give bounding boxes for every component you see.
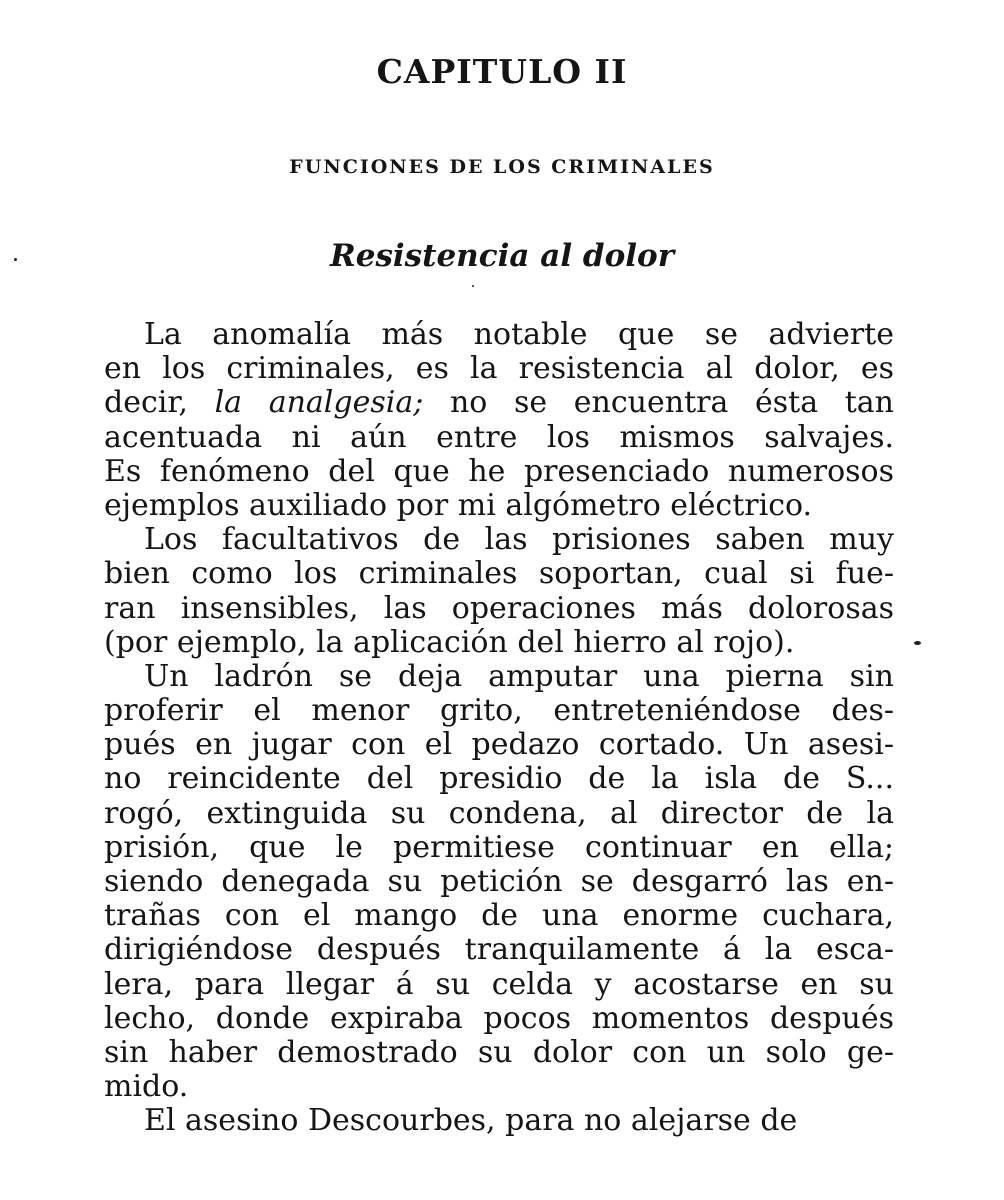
print-speck — [14, 258, 17, 261]
text-line: Los facultativos de las prisiones saben muy — [144, 522, 894, 558]
text-line: ran insensibles, las operaciones más dolorosas — [104, 590, 894, 626]
text-line: Un ladrón se deja amputar una pierna sin — [144, 658, 894, 694]
text-line: proferir el menor grito, entreteniéndose des- — [104, 693, 894, 729]
print-speck — [914, 641, 921, 645]
text-line: trañas con el mango de una enorme cuchara, — [104, 898, 894, 934]
text-line: El asesino Descourbes, para no alejarse de — [144, 1103, 798, 1139]
section-heading: Resistencia al dolor — [329, 238, 675, 274]
text-line: lecho, donde expiraba pocos momentos después — [104, 1000, 894, 1036]
text-line: pués en jugar con el pedazo cortado. Un asesi- — [104, 727, 894, 763]
text-line: sin haber demostrado su dolor con un solo ge- — [104, 1034, 894, 1070]
text-line: (por ejemplo, la aplicación del hierro al rojo). — [104, 624, 795, 660]
chapter-subtitle: FUNCIONES DE LOS CRIMINALES — [289, 156, 715, 178]
text-line — [104, 386, 894, 420]
text-line: mido. — [104, 1069, 189, 1105]
text-line: ejemplos auxiliado por mi algómetro eléctrico. — [104, 487, 813, 523]
text-line: no reincidente del presidio de la isla de S... — [104, 761, 894, 797]
text-line: bien como los criminales soportan, cual si fue- — [104, 556, 894, 592]
body-text — [104, 318, 894, 1139]
text-line: prisión, que le permitiese continuar en ella; — [104, 829, 894, 865]
italic-term: la analgesia; — [214, 385, 424, 421]
print-speck — [472, 285, 474, 287]
text-line: dirigiéndose después tranquilamente á la esca- — [104, 932, 894, 968]
text-line: rogó, extinguida su condena, al director de la — [104, 795, 894, 831]
text-segment: decir, — [104, 385, 215, 421]
text-segment: no se encuentra ésta tan — [423, 385, 894, 421]
text-line: La anomalía más notable que se advierte — [144, 317, 894, 352]
chapter-title: CAPITULO II — [376, 52, 628, 91]
text-line: lera, para llegar á su celda y acostarse en su — [104, 966, 894, 1002]
text-line: acentuada ni aún entre los mismos salvajes. — [104, 419, 894, 455]
text-line: en los criminales, es la resistencia al dolor, es — [104, 351, 894, 387]
text-line: Es fenómeno del que he presenciado numerosos — [104, 453, 894, 489]
text-line: siendo denegada su petición se desgarró las en- — [104, 864, 894, 899]
